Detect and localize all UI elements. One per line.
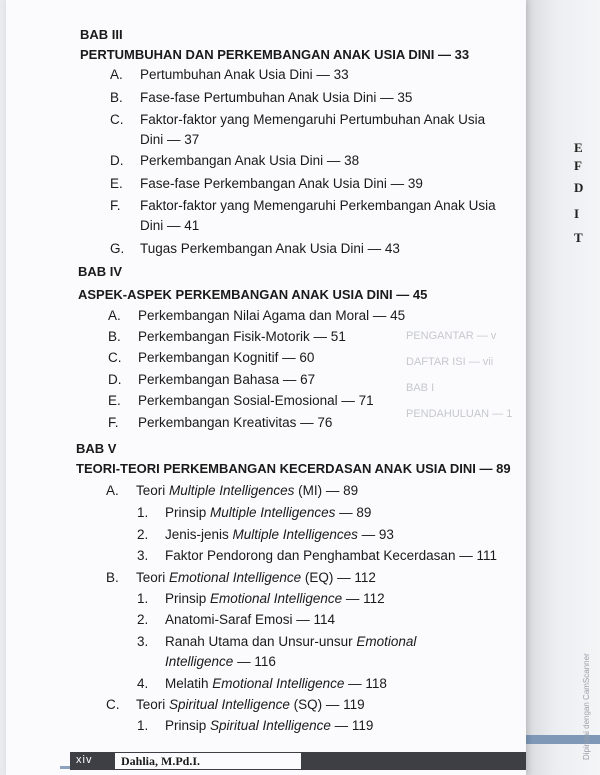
toc-entry[interactable]	[106, 696, 365, 714]
chapter-label: BAB V	[76, 441, 117, 456]
toc-subentry[interactable]	[137, 547, 497, 565]
entry-text-pre: Teori	[136, 483, 170, 498]
entry-text-italic: Multiple Intelligences	[232, 527, 358, 542]
entry-text: Perkembangan Sosial-Emosional — 71	[138, 393, 374, 408]
entry-text: Tugas Perkembangan Anak Usia Dini — 43	[140, 241, 400, 256]
entry-text: Pertumbuhan Anak Usia Dini — 33	[140, 67, 349, 82]
entry-text-italic: Emotional Intelligence	[212, 676, 345, 691]
entry-text: Perkembangan Anak Usia Dini — 38	[140, 153, 360, 168]
toc-subentry[interactable]	[137, 717, 373, 735]
entry-text-pre: Jenis-jenis	[165, 527, 233, 542]
toc-subentry-continued[interactable]	[165, 653, 276, 671]
entry-text: Perkembangan Fisik-Motorik — 51	[138, 329, 346, 344]
subentry-number: 1.	[137, 591, 149, 606]
toc-entry[interactable]	[110, 175, 423, 193]
entry-text-pre: Faktor Pendorong dan Penghambat Kecerdasan — 111	[165, 548, 497, 563]
toc-subentry[interactable]	[137, 611, 335, 629]
chapter-label: BAB III	[80, 27, 123, 42]
entry-text-pre: Prinsip	[165, 591, 211, 606]
toc-subentry[interactable]	[137, 526, 394, 544]
entry-text-pre: Prinsip	[165, 718, 211, 733]
subentry-number: 2.	[137, 527, 149, 542]
toc-entry[interactable]	[108, 328, 346, 346]
entry-text-pre: Teori	[136, 570, 170, 585]
entry-text-post: — 89	[335, 505, 372, 520]
subentry-number: 3.	[137, 548, 149, 563]
entry-text-post: (MI) — 89	[294, 483, 359, 498]
entry-letter: C.	[108, 350, 122, 365]
toc-entry[interactable]	[108, 349, 314, 367]
entry-text-post: (SQ) — 119	[289, 697, 365, 712]
subentry-number: 4.	[137, 676, 149, 691]
entry-text-post: — 112	[342, 591, 385, 606]
bleed-line: PENDAHULUAN — 1	[406, 408, 513, 420]
author-name: Dahlia, M.Pd.I.	[115, 753, 301, 769]
toc-entry[interactable]	[108, 414, 332, 432]
entry-text-italic: Intelligence	[165, 654, 234, 669]
entry-text: Perkembangan Bahasa — 67	[138, 372, 316, 387]
entry-text: Fase-fase Pertumbuhan Anak Usia Dini — 35	[140, 90, 413, 105]
entry-text-post: — 119	[330, 718, 374, 733]
entry-text: Fase-fase Perkembangan Anak Usia Dini — 39	[140, 176, 423, 191]
entry-text-post: — 116	[233, 654, 276, 669]
entry-letter: A.	[106, 483, 119, 498]
bleed-line: PENGANTAR — v	[406, 330, 497, 342]
toc-entry[interactable]	[110, 89, 412, 107]
toc-entry[interactable]	[106, 569, 376, 587]
toc-entry[interactable]	[110, 197, 496, 215]
entry-text-pre: Prinsip	[165, 505, 211, 520]
toc-entry[interactable]	[108, 307, 405, 325]
entry-text-italic: Spiritual Intelligence	[210, 718, 331, 733]
entry-letter: E.	[108, 393, 121, 408]
entry-text-pre: Teori	[136, 697, 170, 712]
entry-letter: A.	[110, 67, 123, 82]
toc-entry[interactable]	[110, 66, 349, 84]
chapter-title: TEORI-TEORI PERKEMBANGAN KECERDASAN ANAK USIA DINI — 89	[76, 461, 511, 476]
toc-entry-continued[interactable]: Dini — 41	[140, 218, 200, 233]
entry-text-post: — 93	[357, 527, 394, 542]
edge-letter: I	[574, 206, 580, 221]
entry-letter: B.	[106, 570, 119, 585]
toc-entry-continued[interactable]: Dini — 37	[140, 132, 200, 147]
entry-text-italic: Emotional	[356, 634, 417, 649]
toc-subentry[interactable]	[137, 675, 387, 693]
entry-letter: B.	[110, 90, 123, 105]
toc-entry[interactable]	[106, 482, 358, 500]
toc-subentry[interactable]	[137, 633, 416, 651]
entry-letter: G.	[110, 241, 125, 256]
entry-text: Perkembangan Kreativitas — 76	[138, 415, 333, 430]
entry-text-pre: Melatih	[165, 676, 213, 691]
chapter-label: BAB IV	[78, 264, 123, 279]
scanner-watermark: Dipindai dengan CamScanner	[582, 653, 591, 760]
chapter-title: PERTUMBUHAN DAN PERKEMBANGAN ANAK USIA DINI — 33	[80, 47, 470, 62]
edge-letter: F	[574, 158, 582, 173]
entry-text: Faktor-faktor yang Memengaruhi Perkembangan Anak Usia	[140, 198, 496, 213]
entry-text-italic: Emotional Intelligence	[169, 570, 302, 585]
toc-subentry[interactable]	[137, 590, 385, 608]
entry-text-pre: Ranah Utama dan Unsur-unsur	[165, 634, 357, 649]
subentry-number: 1.	[137, 718, 149, 733]
toc-entry[interactable]	[110, 152, 359, 170]
entry-text: Perkembangan Nilai Agama dan Moral — 45	[138, 308, 406, 323]
entry-text-italic: Multiple Intelligences	[169, 483, 295, 498]
edge-letter: T	[574, 230, 583, 245]
entry-text: Perkembangan Kognitif — 60	[138, 350, 315, 365]
entry-letter: F.	[108, 415, 119, 430]
bleed-line: DAFTAR ISI — vii	[406, 356, 494, 368]
entry-letter: B.	[108, 329, 121, 344]
entry-letter: E.	[110, 176, 123, 191]
toc-entry[interactable]	[108, 392, 374, 410]
entry-text-italic: Spiritual Intelligence	[169, 697, 290, 712]
entry-letter: C.	[106, 697, 120, 712]
entry-text-pre: Anatomi-Saraf Emosi — 114	[165, 612, 336, 627]
subentry-number: 3.	[137, 634, 149, 649]
entry-text-italic: Emotional Intelligence	[210, 591, 343, 606]
entry-text-post: — 118	[344, 676, 387, 691]
entry-letter: D.	[110, 153, 124, 168]
bleed-line: BAB I	[406, 382, 435, 394]
toc-entry[interactable]	[110, 111, 485, 129]
subentry-number: 1.	[137, 505, 149, 520]
entry-letter: F.	[110, 198, 121, 213]
toc-subentry[interactable]	[137, 504, 371, 522]
entry-text-italic: Multiple Intelligences	[210, 505, 336, 520]
edge-letter: E	[574, 140, 583, 155]
entry-letter: A.	[108, 308, 121, 323]
chapter-title: ASPEK-ASPEK PERKEMBANGAN ANAK USIA DINI — 45	[78, 287, 428, 302]
entry-text-post: (EQ) — 112	[301, 570, 376, 585]
entry-letter: D.	[108, 372, 122, 387]
toc-entry[interactable]	[108, 371, 315, 389]
entry-text: Faktor-faktor yang Memengaruhi Pertumbuhan Anak Usia	[140, 112, 486, 127]
edge-letter: D	[574, 180, 584, 195]
bleed-through-text	[406, 330, 526, 690]
entry-letter: C.	[110, 112, 124, 127]
page-number: xiv	[76, 754, 93, 766]
toc-entry[interactable]	[110, 240, 400, 258]
subentry-number: 2.	[137, 612, 149, 627]
